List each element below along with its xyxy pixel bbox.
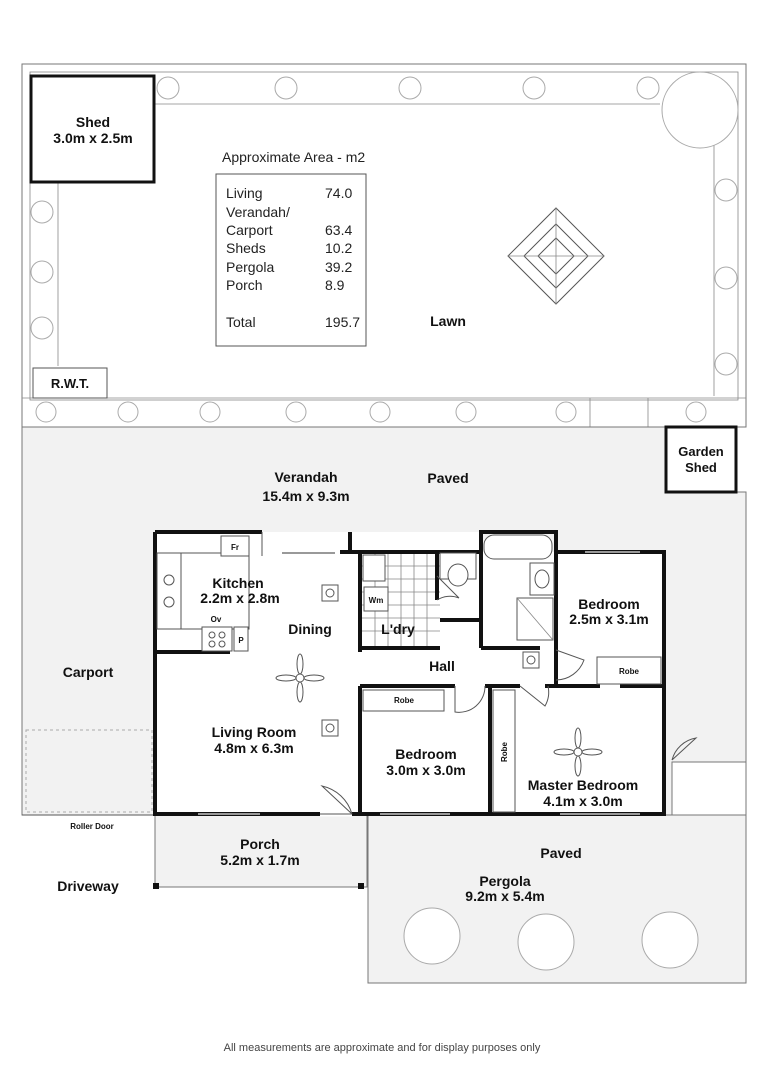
robe-master-label: Robe: [500, 742, 509, 762]
shed: [31, 76, 154, 182]
bedroom-mid-label: Bedroom: [395, 746, 457, 762]
pergola-label: Pergola: [479, 873, 531, 889]
area-row-label: Carport: [226, 222, 273, 238]
kitchen-label: Kitchen: [212, 575, 264, 591]
area-row-label: Sheds: [226, 240, 266, 256]
area-row-label: Verandah/: [226, 204, 290, 220]
area-total-value: 195.7: [325, 314, 361, 330]
oven-label: Ov: [210, 615, 222, 624]
porch-size: 5.2m x 1.7m: [220, 852, 300, 868]
carport-label: Carport: [62, 664, 114, 680]
roller-door-label: Roller Door: [70, 822, 114, 831]
paved-top-label: Paved: [427, 470, 469, 486]
area-row-value: 63.4: [325, 222, 353, 238]
area-row-value: 10.2: [325, 240, 353, 256]
robe-right-label: Robe: [619, 667, 639, 676]
area-table-title: Approximate Area - m2: [222, 149, 366, 165]
rwt-label: R.W.T.: [50, 376, 90, 391]
hall-label: Hall: [429, 658, 455, 674]
bedroom-right-size: 2.5m x 3.1m: [569, 611, 649, 627]
living-room-size: 4.8m x 6.3m: [214, 740, 294, 756]
bedroom-mid-size: 3.0m x 3.0m: [386, 762, 466, 778]
rainwater-tank: [33, 368, 107, 398]
pantry-label: P: [238, 636, 244, 645]
area-row-label: Pergola: [226, 259, 275, 275]
pergola-size: 9.2m x 5.4m: [465, 888, 545, 904]
washing-machine-label: Wm: [368, 596, 384, 605]
laundry-label: L'dry: [381, 621, 415, 637]
master-bedroom-label: Master Bedroom: [527, 777, 639, 793]
disclaimer: All measurements are approximate and for display purposes only: [223, 1042, 541, 1054]
verandah-size: 15.4m x 9.3m: [262, 488, 350, 504]
fridge-label: Fr: [231, 543, 239, 552]
area-row-value: 8.9: [325, 277, 345, 293]
garden-shed: [666, 427, 736, 492]
master-bedroom-size: 4.1m x 3.0m: [543, 793, 623, 809]
lawn-label: Lawn: [430, 313, 466, 329]
bedroom-right-label: Bedroom: [578, 596, 640, 612]
shed-label: Shed: [75, 114, 111, 130]
verandah-label: Verandah: [274, 469, 338, 485]
garden-shed-label-2: Shed: [685, 460, 717, 475]
porch-label: Porch: [240, 836, 280, 852]
area-total-label: Total: [226, 314, 256, 330]
garden-shed-label-1: Garden: [678, 444, 724, 459]
shed-size: 3.0m x 2.5m: [53, 130, 133, 146]
paved-bottom-label: Paved: [540, 845, 582, 861]
dining-label: Dining: [288, 621, 332, 637]
area-row-label: Living: [226, 185, 263, 201]
living-room-label: Living Room: [211, 724, 297, 740]
area-row-label: Porch: [226, 277, 263, 293]
area-row-value: 74.0: [325, 185, 353, 201]
kitchen-size: 2.2m x 2.8m: [200, 590, 280, 606]
area-row-value: 39.2: [325, 259, 353, 275]
driveway-label: Driveway: [57, 878, 119, 894]
robe-hall-label: Robe: [394, 696, 414, 705]
